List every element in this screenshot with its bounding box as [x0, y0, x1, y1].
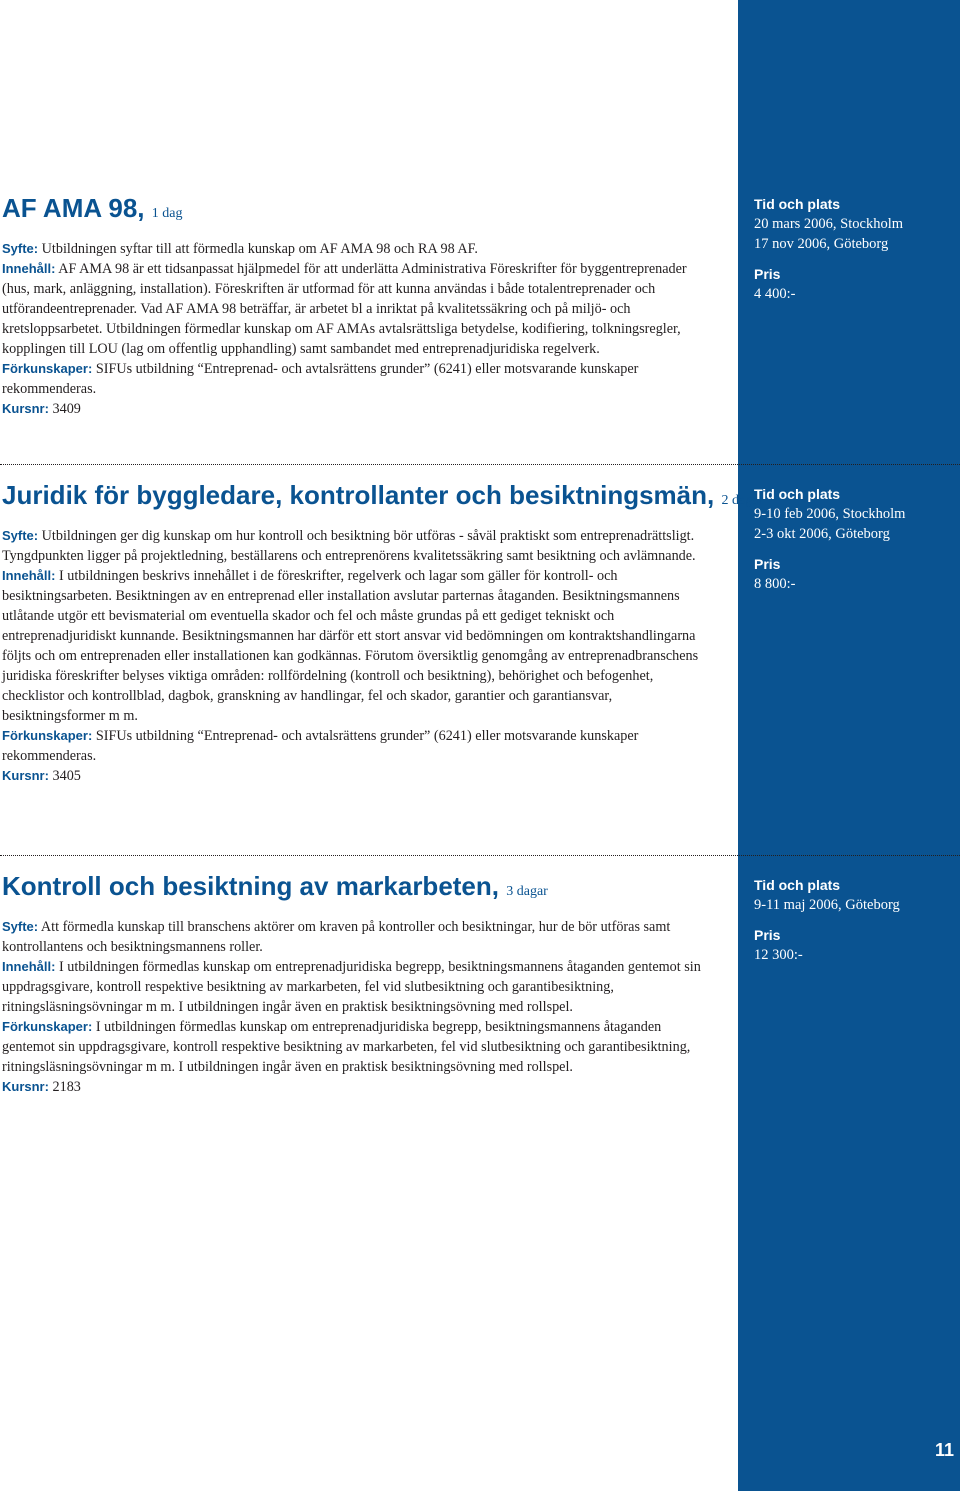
course-title: Kontroll och besiktning av markarbeten, 3 dagar — [2, 871, 548, 901]
purpose-paragraph — [2, 526, 706, 566]
prerequisites-label: Förkunskaper: — [2, 361, 93, 376]
time-place-label: Tid och plats — [754, 196, 841, 212]
course-number-label: Kursnr: — [2, 768, 49, 783]
course-main — [0, 480, 764, 786]
price-label: Pris — [754, 266, 781, 282]
purpose-label: Syfte: — [2, 528, 39, 543]
course-side-info — [754, 875, 954, 965]
prerequisites-paragraph — [2, 1017, 706, 1077]
course-number: 2183 — [52, 1079, 81, 1095]
course-number-paragraph — [2, 399, 706, 419]
time-place-2: 17 nov 2006, Göteborg — [754, 236, 889, 252]
course-number-label: Kursnr: — [2, 1079, 49, 1094]
time-place-1: 9-10 feb 2006, Stockholm — [754, 506, 906, 522]
prerequisites-text: I utbildningen förmedlas kunskap om entreprenadjuridiska begrepp, besiktningsmannens åtaganden gentemot sin uppdragsgivare, kontroll respektive besiktning av markarbeten, fel vid slutbesiktning och garantibesiktning, ritningsläsningsövningar m m. I utbildningen ingår även en praktisk besiktningsövning med rollspel. — [2, 1019, 691, 1075]
time-place-label: Tid och plats — [754, 486, 841, 502]
course-number: 3405 — [52, 768, 81, 784]
purpose-label: Syfte: — [2, 241, 39, 256]
content-label: Innehåll: — [2, 261, 56, 276]
content-text: I utbildningen beskrivs innehållet i de föreskrifter, regelverk och lagar som gäller för kontroll- och besiktningsarbeten. Besiktningen av en entreprenad eller installation avslutar parternas åtaganden. Besiktningsmannens utlåtande utgör ett bevismaterial om eventuella skador och fel och måste grundas på ett gediget tekniskt och entreprenadjuridiskt kunnande. Besiktningsmannen har därför ett stort ansvar vid bedömningen om kontraktshandlingarna följts och om entreprenaden eller installationen kan godkännas. Förutom översiktlig genomgång av entreprenadbranschens juridiska föreskrifter belyses viktiga områden: rollfördelning (kontroll och besiktning), behörighet och befogenhet, checklistor och kontrollblad, dagbok, granskning av handlingar, fel och skador, garantier och garantiansvar, besiktningsformer m m. — [2, 568, 699, 724]
purpose-text: Utbildningen syftar till att förmedla kunskap om AF AMA 98 och RA 98 AF. — [41, 241, 478, 257]
section-divider — [0, 464, 960, 465]
course-side-info — [754, 484, 954, 594]
prerequisites-text: SIFUs utbildning “Entreprenad- och avtalsrättens grunder” (6241) eller motsvarande kunskaper rekommenderas. — [2, 361, 639, 397]
purpose-label: Syfte: — [2, 919, 39, 934]
content-text: AF AMA 98 är ett tidsanpassat hjälpmedel för att underlätta Administrativa Föreskrifter för byggentreprenader (hus, mark, anläggning, installation). Föreskriften är utformad för att kunna användas i både totalentreprenader och utförandeentreprenader. Vad AF AMA 98 beträffar, är arbetet bl a inriktat på kvalitetssäkring och på miljö- och kretsloppsarbetet. Utbildningen förmedlar kunskap om AF AMAs avtalsrättsliga betydelse, kodifiering, tolkningsregler, kopplingen till LOU (lag om offentlig upphandling) samt sambandet med entreprenadjuridiska regelverk. — [2, 261, 687, 357]
price-value: 12 300:- — [754, 947, 803, 963]
time-place-1: 9-11 maj 2006, Göteborg — [754, 897, 900, 913]
course-number-paragraph — [2, 766, 706, 786]
price-value: 8 800:- — [754, 576, 796, 592]
price-label: Pris — [754, 556, 781, 572]
course-number: 3409 — [52, 401, 81, 417]
prerequisites-paragraph — [2, 359, 706, 399]
purpose-text: Utbildningen ger dig kunskap om hur kontroll och besiktning bör utföras - såväl praktiskt som entreprenadrättsligt. Tyngdpunkten ligger på projektledning, beställarens och entreprenörens kvalitetssäkring samt besiktning och avlämnande. — [2, 528, 696, 564]
course-body — [0, 239, 706, 419]
purpose-text: Att förmedla kunskap till branschens aktörer om kraven på kontroller och besiktningar, hur de bör utföras samt kontrollantens och besiktningsmannens roller. — [2, 919, 671, 955]
course-title: Juridik för byggledare, kontrollanter och besiktningsmän, 2 dagar — [2, 480, 764, 510]
time-place-2: 2-3 okt 2006, Göteborg — [754, 526, 890, 542]
time-place-1: 20 mars 2006, Stockholm — [754, 216, 904, 232]
course-body — [0, 917, 706, 1097]
content-text: I utbildningen förmedlas kunskap om entreprenadjuridiska begrepp, besiktningsmannens åtaganden gentemot sin uppdragsgivare, kontroll respektive besiktning av markarbeten, fel vid slutbesiktning och garantibesiktning, ritningsläsningsövningar m m. I utbildningen ingår även en praktisk besiktningsövning med rollspel. — [2, 959, 701, 1015]
course-duration: 3 dagar — [506, 884, 548, 899]
prerequisites-text: SIFUs utbildning “Entreprenad- och avtalsrättens grunder” (6241) eller motsvarande kunskaper rekommenderas. — [2, 728, 639, 764]
content-paragraph — [2, 566, 706, 726]
course-body — [0, 526, 706, 786]
content-label: Innehåll: — [2, 568, 56, 583]
prerequisites-paragraph — [2, 726, 706, 766]
course-duration: 1 dag — [151, 206, 183, 221]
content-label: Innehåll: — [2, 959, 56, 974]
content-paragraph — [2, 259, 706, 359]
course-duration: 2 dagar — [721, 493, 764, 508]
section-divider — [0, 855, 960, 856]
price-label: Pris — [754, 927, 781, 943]
prerequisites-label: Förkunskaper: — [2, 728, 93, 743]
course-title: AF AMA 98, 1 dag — [2, 193, 183, 223]
course-main — [0, 193, 706, 419]
course-main — [0, 871, 706, 1097]
course-number-paragraph — [2, 1077, 706, 1097]
price-value: 4 400:- — [754, 286, 796, 302]
page-number: 11 — [935, 1440, 955, 1460]
course-number-label: Kursnr: — [2, 401, 49, 416]
prerequisites-label: Förkunskaper: — [2, 1019, 93, 1034]
time-place-label: Tid och plats — [754, 877, 841, 893]
content-paragraph — [2, 957, 706, 1017]
purpose-paragraph — [2, 239, 706, 259]
course-side-info — [754, 194, 954, 304]
purpose-paragraph — [2, 917, 706, 957]
